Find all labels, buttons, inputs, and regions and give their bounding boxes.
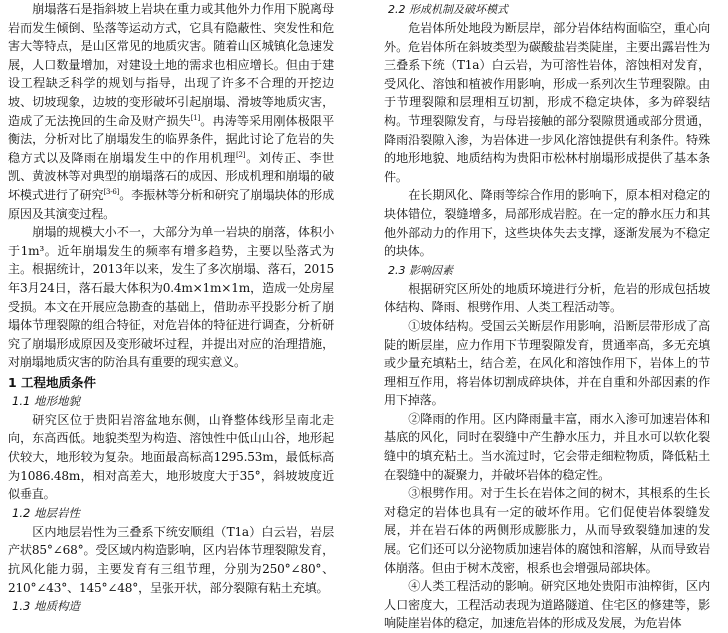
subsection-heading-1-2: 1.2 地层岩性 bbox=[12, 505, 80, 520]
citation: [3-6] bbox=[103, 187, 120, 196]
mechanism-paragraph-2: 在长期风化、降雨等综合作用的影响下，原本相对稳定的块体错位，裂缝增多，局部形成岩腔。在一定的静水压力和其他外部动力的作用下，这些块体失去支撑，逐渐发展为不稳定的块体。 bbox=[384, 188, 710, 259]
mechanism-paragraph: 危岩体所处地段为断层岸，部分岩体结构面临空，重心向外。危岩体所在斜坡类型为碳酸盐岩类陡崖，主要出露岩性为三叠系下统（T1a）白云岩，为可溶性岩体，溶蚀相对发育，受风化、溶蚀和植被作用影响，形成一系列次生节理裂隙。由于节理裂隙和层理相互切割，形成不稳定块体，多为碎裂结构。节理裂隙发育，与母岩接触的部分裂隙贯通或部分贯通，降雨沿裂隙入渗，为岩体进一步风化溶蚀提供有利条件。特殊的地形地貌、地质结构为贵阳市松林村崩塌形成提供了基本条件。 bbox=[384, 21, 710, 184]
terrain-paragraph: 研究区位于贵阳岩溶盆地东侧，山脊整体线形呈南北走向，东高西低。地貌类型为构造、溶蚀性中低山山谷，地形起伏较大，地形较为复杂。地面最高标高1295.53m，最低标高为1086.48m，相对高差大，地形坡度大于35°，斜坡坡度近似垂直。 bbox=[8, 412, 334, 502]
section-heading-1: 1 工程地质条件 bbox=[8, 374, 97, 390]
factor-root-wedging: ③根劈作用。对于生长在岩体之间的树木，其根系的生长对稳定的岩体也具有一定的破坏作用。它们促使岩体裂缝发展，并在岩石体的两侧形成膨胀力，从而导致裂缝加速的发展。它们还可以分泌物质加速岩体的腐蚀和溶解，从而导致岩体崩落。但由于树木茂密，根系也会增强局部块体。 bbox=[384, 486, 710, 575]
subsection-heading-2-3: 2.3 影响因素 bbox=[388, 263, 453, 277]
factor-rainfall: ②降雨的作用。区内降雨量丰富，雨水入渗可加速岩体和基底的风化，同时在裂缝中产生静水压力，并且水可以软化裂缝中的填充粘土。当水流过时，它会带走细粒物质，降低粘土在裂缝中的凝聚力，并破坏岩体的稳定性。 bbox=[384, 411, 710, 482]
subsection-heading-1-3: 1.3 地质构造 bbox=[12, 599, 80, 614]
right-column bbox=[384, 0, 710, 633]
strata-paragraph: 区内地层岩性为三叠系下统安顺组（T1a）白云岩，岩层产状85°∠68°。受区域内构造影响，区内岩体节理裂隙发育，抗风化能力弱，主要发育有三组节理，分别为250°∠80°、210°∠43°、145°∠48°，呈张开状，部分裂隙有粘土充填。 bbox=[8, 524, 334, 595]
citation: [1] bbox=[190, 113, 201, 122]
citation: [2] bbox=[236, 150, 246, 159]
factors-paragraph: 根据研究区所处的地质环境进行分析，危岩的形成包括坡体结构、降雨、根劈作用、人类工程活动等。 bbox=[384, 281, 710, 315]
left-column bbox=[8, 0, 334, 616]
intro-paragraph-1: 崩塌落石是指斜坡上岩块在重力或其他外力作用下脱离母岩而发生倾倒、坠落等运动方式，它具有隐蔽性、突发性和危害大等特点，是山区常见的地质灾害。随着山区城镇化急速发展，人口数量增加，对建设土地的需求也相应增长。但由于建设工程缺乏科学的规划与指导，出现了许多不合理的开挖边坡、切坡现象，边坡的变形破坏引起崩塌、滑坡等地质灾害，造成了无法挽回的生命及财产损失[1]。冉涛等采用刚体极限平衡法，分析对比了崩塌发生的临界条件，据此讨论了危岩的失稳方式以及降雨在崩塌发生中的作用机理[2]。刘传正、李世凯、黄波林等对典型的崩塌落石的成因、形成机理和崩塌的破坏模式进行了研究[3-6]。李振林等分析和研究了崩塌块体的形成原因及其演变过程。 bbox=[8, 2, 334, 221]
factor-slope-structure: ①坡体结构。受国云关断层作用影响，沿断层带形成了高陡的断层崖，应力作用下节理裂隙发育，贯通率高，多无充填或少量充填粘土，结合差，在风化和溶蚀作用下，岩体上的节理相互作用，将岩体切割成碎块体，并在自重和外部因素的作用下掉落。 bbox=[384, 318, 710, 408]
factor-human-activity: ④人类工程活动的影响。研究区地处贵阳市油榨街，区内人口密度大，工程活动表现为道路隧道、住宅区的修建等，影响陡崖岩体的稳定，加速危岩体的形成及发展，为危岩体 bbox=[384, 579, 710, 631]
subsection-heading-1-1: 1.1 地形地貌 bbox=[12, 393, 80, 408]
subsection-heading-2-2: 2.2 形成机制及破坏模式 bbox=[388, 3, 508, 16]
intro-paragraph-2: 崩塌的规模大小不一，大部分为单一岩块的崩落，体积小于1m³。近年崩塌发生的频率有增多趋势，主要以坠落式为主。根据统计，2013年以来，发生了多次崩塌、落石，2015年3月24日，落石最大体积为0.4m×1m×1m，造成一处房屋受损。本文在开展应急勘查的基础上，借助赤平投影分析了崩塌体节理裂隙的组合特征，对危岩体的特征进行调查，分析研究了崩塌形成原因及变形破坏过程，并提出对应的治理措施，对崩塌地质灾害的防治具有重要的现实意义。 bbox=[8, 225, 334, 370]
